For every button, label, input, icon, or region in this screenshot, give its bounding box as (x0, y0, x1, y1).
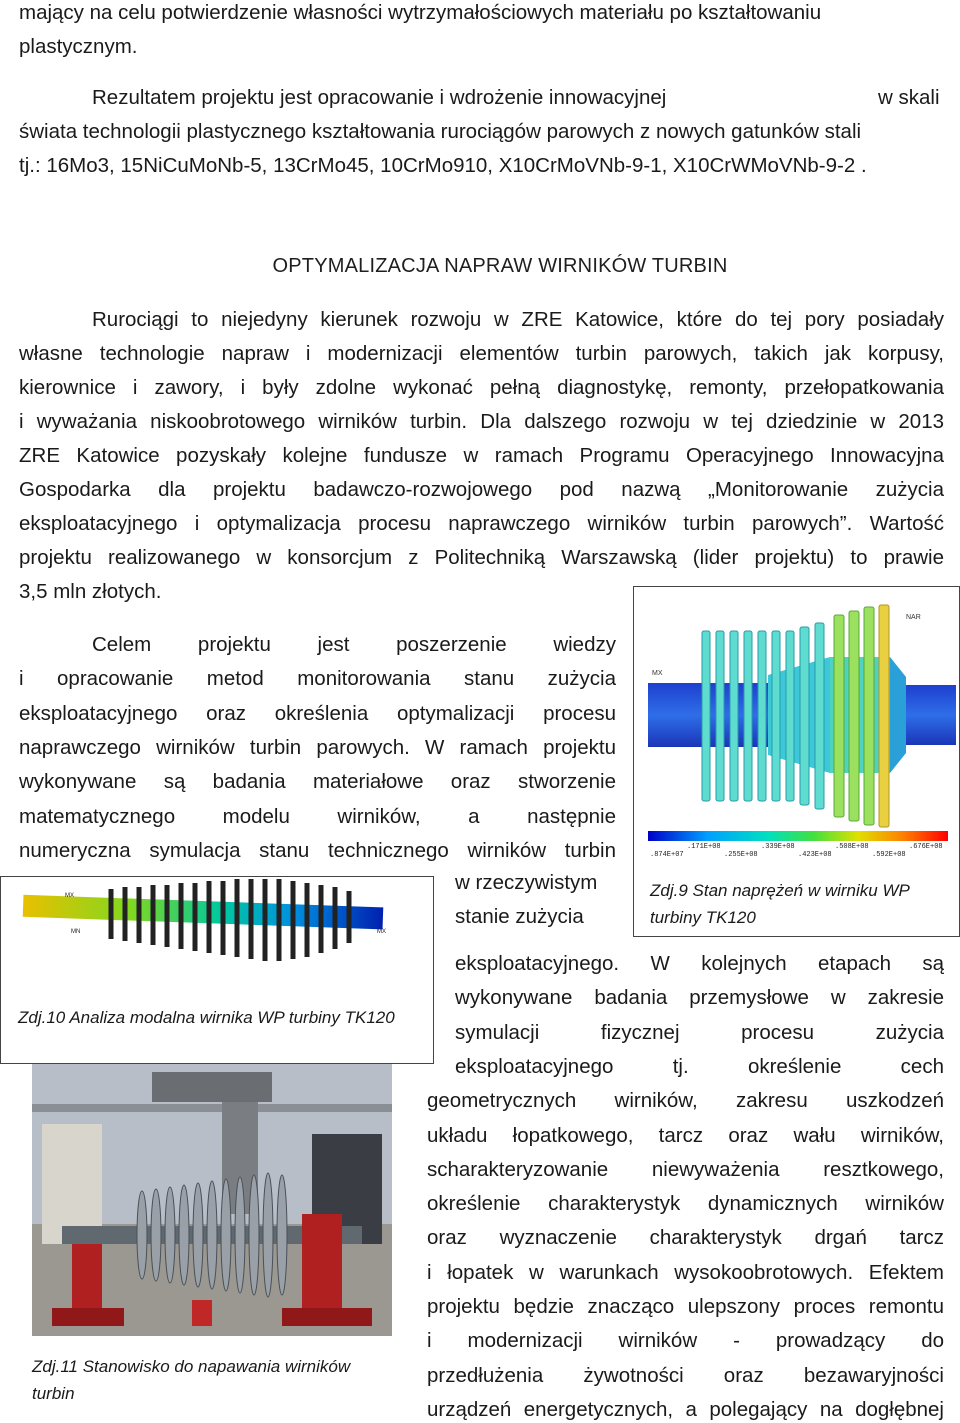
para2-mid-1: w rzeczywistym (455, 871, 598, 894)
para2-line-4: naprawczego wirników turbin parowych. W ramach projektu (19, 735, 616, 759)
legend-value: .171E+08 (687, 843, 721, 851)
para2-cont-line-4: eksploatacyjnego tj. określenie cech (455, 1054, 944, 1078)
para1-line-7: eksploatacyjnego i optymalizacja procesu naprawczego wirników turbin parowych”. Wartość (19, 512, 944, 535)
para2-cont-line-8: określenie charakterystyk dynamicznych wirników (427, 1192, 944, 1216)
intro-line-3a: Rezultatem projektu jest opracowanie i wdrożenie innowacyjnej (92, 86, 667, 109)
para2-cont-line-11: projektu będzie znacząco ulepszony proces remontu (427, 1295, 944, 1318)
para1-line-4: i wyważania niskoobrotowego wirników turbin. Dla dalszego rozwoju w tej dziedzinie w 2013 (19, 410, 944, 433)
modal-label-3: MX (377, 929, 386, 935)
modal-label-2: MN (71, 929, 81, 935)
para2-cont-line-9: oraz wyznaczenie charakterystyk drgań tarcz (427, 1226, 944, 1250)
intro-line-4: świata technologii plastycznego kształtowania rurociągów parowych z nowych gatunków stali (19, 120, 862, 143)
modal-label-1: MX (65, 893, 74, 899)
para2-cont-line-12: i modernizacji wirników - prowadzący do (427, 1329, 944, 1353)
section-heading: OPTYMALIZACJA NAPRAW WIRNIKÓW TURBIN (272, 255, 728, 277)
para2-cont-line-6: układu łopatkowego, tarcz oraz wału wirników, (427, 1123, 944, 1147)
intro-line-1: mający na celu potwierdzenie własności wytrzymałościowych materiału po kształtowaniu (19, 1, 822, 24)
para2-cont-line-7: scharakteryzowanie niewyważenia resztkowego, (427, 1157, 944, 1181)
figure-11-caption: Zdj.11 Stanowisko do napawania wirników turbin (32, 1357, 351, 1403)
para2-line-6: matematycznego modelu wirników, a następnie (19, 804, 616, 828)
legend-value: .676E+08 (909, 843, 943, 851)
intro-line-3b: w skali (878, 86, 940, 109)
para2-mid-2: stanie zużycia (455, 905, 584, 928)
para1-line-3: kierownice i zawory, i były zdolne wykonać pełną diagnostykę, remonty, przełopatkowania (19, 376, 944, 399)
legend-value: .874E+07 (650, 851, 684, 859)
para2-line-1: Celem projektu jest poszerzenie wiedzy (92, 633, 616, 656)
para2-line-7: numeryczna symulacja stanu technicznego wirników turbin (19, 838, 616, 862)
para1-line-8: projektu realizowanego w konsorcjum z Politechniką Warszawską (lider projektu) to prawie (19, 546, 944, 569)
legend-value: .592E+08 (872, 851, 906, 859)
para1-line-6: Gospodarka dla projektu badawczo-rozwojowego pod nazwą „Monitorowanie zużycia (19, 478, 944, 501)
legend-value: .339E+08 (761, 843, 795, 851)
para2-cont-line-3: symulacji fizycznej procesu zużycia (455, 1020, 944, 1044)
modal-analysis-image (1, 877, 433, 1063)
figure-9-caption: Zdj.9 Stan naprężeń w wirniku WP turbiny TK120 (650, 881, 910, 927)
para2-cont-line-1: eksploatacyjnego. W kolejnych etapach są (455, 952, 944, 975)
corner-label: NAR (906, 614, 921, 621)
para2-cont-line-14: urządzeń energetycznych, a polegający na dogłębnej (427, 1397, 944, 1421)
legend-value: .508E+08 (835, 843, 869, 851)
figure-10-caption: Zdj.10 Analiza modalna wirnika WP turbiny TK120 (18, 1008, 395, 1027)
para2-cont-line-2: wykonywane badania przemysłowe w zakresie (455, 986, 944, 1010)
para2-cont-line-13: przedłużenia żywotności oraz bezawaryjności (427, 1363, 944, 1387)
welding-stand-photo (32, 1064, 392, 1336)
para1-line-1: Rurociągi to niejedyny kierunek rozwoju w ZRE Katowice, które do tej pory posiadały (92, 308, 944, 331)
svg-text:MX: MX (652, 670, 663, 677)
para1-line-5: ZRE Katowice pozyskały kolejne fundusze w ramach Programu Operacyjnego Innowacyjna (19, 444, 944, 467)
legend-value: .255E+08 (724, 851, 758, 859)
para2-line-2: i opracowanie metod monitorowania stanu zużycia (19, 667, 616, 691)
para1-line-9: 3,5 mln złotych. (19, 580, 162, 603)
intro-line-5: tj.: 16Mo3, 15NiCuMoNb-5, 13CrMo45, 10CrMo910, X10CrMoVNb-9-1, X10CrWMoVNb-9-2 . (19, 154, 867, 177)
legend-value: .423E+08 (798, 851, 832, 859)
para2-line-3: eksploatacyjnego oraz określenia optymalizacji procesu (19, 701, 616, 725)
para2-cont-line-10: i łopatek w warunkach wysokoobrotowych. Efektem (427, 1260, 944, 1284)
para2-cont-line-5: geometrycznych wirników, zakresu uszkodzeń (427, 1089, 944, 1113)
para2-line-5: wykonywane są badania materiałowe oraz stworzenie (19, 770, 616, 794)
figure-10 (0, 876, 434, 1064)
intro-line-2: plastycznym. (19, 35, 138, 58)
para1-line-2: własne technologie napraw i modernizacji elementów turbin parowych, takich jak korpusy, (19, 342, 944, 365)
